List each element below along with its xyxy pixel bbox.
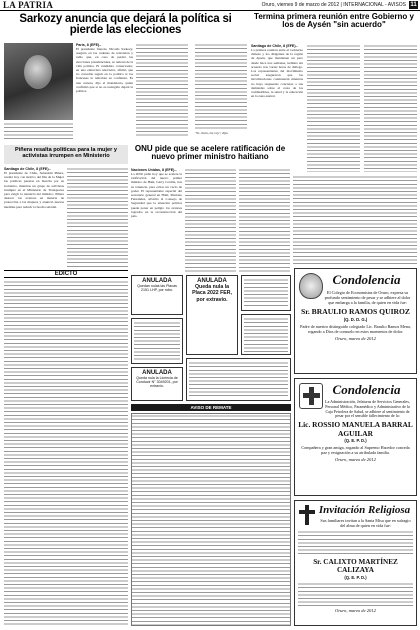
anulada-notice: [131, 275, 183, 315]
onu-column-1: [131, 168, 182, 272]
sarkozy-text-block: [4, 122, 73, 141]
aysen-body: La primera reunión entre el Gobierno chileno y los dirigentes de la región de Aysén, que mantienen un paro desde hace tres semanas, terminó sin acuerdo tras varias horas de diálogo. Los representantes del movimiento social aseguraron que las movilizaciones continuarán mientras no haya respuestas concretas a sus demandas sobre el costo de los combustibles, la salud y la educación en la zona austral.: [251, 48, 303, 99]
aysen-text-block: [307, 44, 360, 172]
deceased-abbreviation: (Q. E. P. D.): [344, 438, 367, 443]
condolencia-intro: La Administración, Jefaturas de Servicios Generales, Personal Médico, Paramédico y Administrativo de la Caja Petrolera de Salud, se adhiere al sentimiento de pesar por el sensible fallecimiento de la:: [325, 399, 410, 419]
edicto-title: EDICTO: [4, 270, 128, 278]
remate-title: AVISO DE REMATE: [131, 404, 291, 411]
notice-text-block: [244, 317, 288, 352]
page-number: 11: [410, 2, 417, 8]
anulada-text: Queda nula la Placa 2022 FER, por extravío.: [192, 284, 232, 303]
onu-text-block: [185, 168, 236, 272]
deceased-name: Lic. ROSSIO MANUELA BARRAL AGUILAR: [298, 420, 413, 438]
sarkozy-dateline: París, 8 (EFE).-: [76, 43, 102, 47]
invitacion-text-block: [298, 530, 413, 556]
anulada-text: Quedan nulas las Placas 2151 LHP, por robo.: [137, 284, 177, 293]
onu-dateline: Naciones Unidas, 8 (EFE).-: [131, 168, 177, 172]
notice-text-block: [134, 321, 180, 361]
pinera-headline: Piñera resalta políticas para la mujer y activistas irrumpen en Ministerio: [15, 147, 117, 159]
notice-text-block: [189, 361, 288, 398]
condolencia-intro: El Colegio de Economistas de Oruro, expresa su profundo sentimiento de pesar y se adhiere al dolor que embarga a la familia, de quien en vida fue:: [324, 290, 411, 305]
condolencia-text: Padre de nuestro distinguido colegiado Lic. Braulio Ramos Mena, rogando a Dios de consuelo en estos momentos de dolor.: [300, 324, 411, 334]
placeholder-notice: [241, 275, 291, 311]
placeholder-notice: [131, 318, 183, 364]
caja-petrolera-logo-icon: [299, 383, 323, 409]
condolencia-text: Compañera y gran amiga, rogando al Supremo Hacedor conceda paz y resignación a su atribulada familia.: [301, 445, 410, 455]
edition-dateline: Oruro, viernes 9 de marzo de 2012 | INTERNACIONAL - AVISOS: [261, 2, 406, 8]
newspaper-logo: LA PATRIA: [3, 0, 54, 10]
notice-text-block: [244, 278, 288, 308]
invitacion-text-block: [298, 582, 413, 608]
aysen-text-block: [364, 44, 417, 172]
pinera-column-1: [4, 167, 64, 267]
pinera-text-block: [67, 167, 128, 267]
onu-body: La ONU pidió hoy que se acelere la ratificación del nuevo primer ministro de Haití, Garry Conille, tras su renuncia, para evitar un vacío de poder. El representante especial del secretario general en Haití, Mariano Fernández, advirtió al Consejo de Seguridad que la situación política puede poner en peligro los avances logrados en la reconstrucción del país.: [131, 172, 182, 219]
deceased-abbreviation: (Q. E. P. D.): [344, 574, 367, 580]
anulada-text: Queda nula la Licencia de Conducir N° 3049201, por extravío.: [136, 376, 178, 389]
sarkozy-photo: [4, 43, 73, 120]
invitacion-title: Invitación Religiosa: [318, 504, 411, 516]
college-emblem-icon: [299, 273, 323, 299]
condolencia-title: Condolencia: [332, 272, 401, 287]
deceased-name: Sr. CALIXTO MARTÍNEZ CALIZAYA: [313, 558, 398, 575]
aysen-headline: Termina primera reunión entre Gobierno y los de Aysén "sin acuerdo": [254, 12, 414, 30]
condolencia-title: Condolencia: [332, 382, 401, 397]
placeholder-notice: [186, 358, 291, 401]
invitacion-religiosa: [294, 500, 417, 626]
deceased-abbreviation: (Q. D. D. G.): [343, 317, 368, 322]
deceased-name: Sr. BRAULIO RAMOS QUIROZ: [300, 307, 410, 316]
anulada-notice: [131, 367, 183, 401]
anulada-title: ANULADA: [197, 278, 227, 284]
anulada-notice: [186, 275, 238, 355]
placeholder-notice: [241, 314, 291, 355]
cross-icon: [299, 505, 315, 525]
onu-headline: ONU pide que se acelere ratificación de nuevo primer ministro haitiano: [134, 144, 286, 162]
portrait-face-icon: [24, 55, 52, 89]
aysen-continuation-text: [293, 175, 417, 265]
sarkozy-text-block: [136, 43, 188, 137]
condolencia-caja-petrolera: [294, 378, 417, 496]
invitacion-sign: Oruro, marzo de 2012: [335, 607, 376, 613]
condolencia-sign: Oruro, marzo de 2012: [335, 457, 376, 462]
masthead: [0, 0, 420, 11]
sarkozy-body: El presidente francés, Nicolás Sarkozy, aseguró en las cadenas de televisión y radio que, en caso de perder las elecciones presidenciales, se retirará de la vida política. El candidato conservador, en una entrevista televisiva, afirmó que no concebía seguir en la política si los franceses le retiraban su confianza. Es una certeza, dijo el mandatario, quien confirmó que si no es reelegido dejará la política.: [76, 47, 133, 94]
pinera-body: El presidente de Chile, Sebastián Piñera, resaltó hoy con motivo del Día de la Mujer las políticas puestas en marcha por su Gobierno, mientras un grupo de activistas irrumpió en el Ministerio de Transportes para exigir la renuncia del ministro. Piñera destacó los avances en materia de protección a las mujeres y anunció nuevas medidas para reducir la brecha salarial.: [4, 171, 64, 209]
sarkozy-headline: Sarkozy anuncia que dejará la política si pierde las elecciones: [19, 13, 232, 36]
anulada-title: ANULADA: [142, 370, 172, 376]
onu-text-block: [239, 168, 290, 272]
pinera-headline-box: [4, 145, 128, 164]
edicto-body-text: [4, 280, 128, 626]
pinera-dateline: Santiago de Chile, 8 (EFE).-: [4, 167, 51, 171]
invitacion-intro: Sus familiares invitan a la Santa Misa que en sufragio del alma de quien en vida fue:: [320, 518, 411, 528]
condolencia-sign: Oruro, marzo de 2012: [335, 336, 376, 341]
aysen-dateline: Santiago de Chile, 8 (EFE).-: [251, 44, 298, 48]
sarkozy-text-block: [195, 43, 247, 131]
anulada-title: ANULADA: [142, 278, 172, 284]
sarkozy-column-2: [136, 43, 247, 141]
sarkozy-column-1: [76, 43, 133, 141]
sarkozy-quote: "Sí, claro, me voy", dijo.: [195, 131, 229, 135]
condolencia-economistas: [294, 268, 417, 374]
remate-body-text: [131, 413, 291, 626]
